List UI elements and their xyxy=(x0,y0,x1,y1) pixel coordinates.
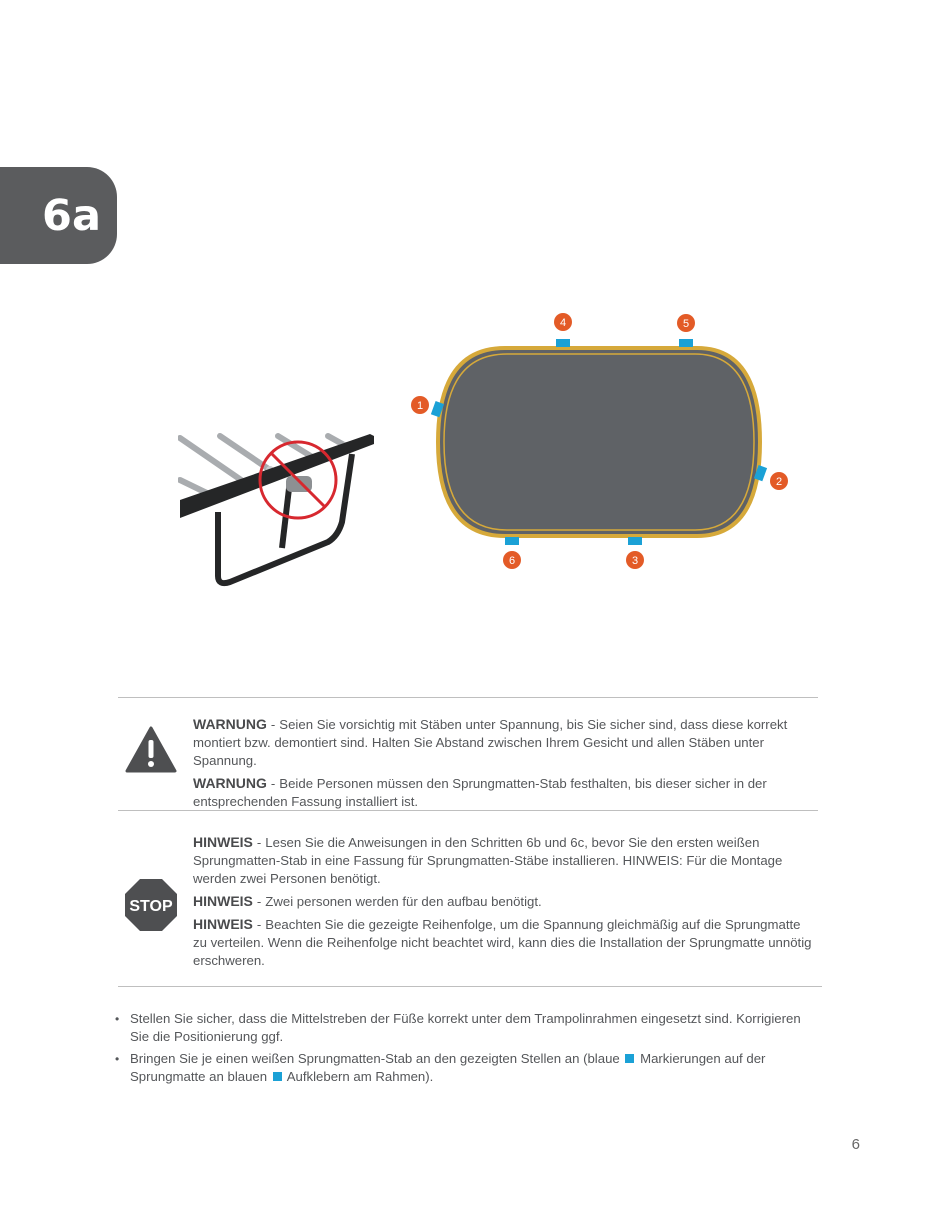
notice-item: HINWEIS - Lesen Sie die Anweisungen in den Schritten 6b und 6c, bevor Sie den ersten weißen Sprungmatten-Stab in eine Fassung für Sprungmatten-Stäbe installieren. HINWEIS: Für die Montage werden zwei Personen benötigt. xyxy=(193,834,783,886)
svg-text:1: 1 xyxy=(416,400,424,412)
list-item: • Stellen Sie sicher, dass die Mittelstreben der Füße korrekt unter dem Trampolinrahmen eingesetzt sind. Korrigieren Sie die Positionierung ggf. xyxy=(115,1010,820,1046)
svg-text:2: 2 xyxy=(775,476,783,488)
badge-4 xyxy=(554,313,572,331)
page-number: 6 xyxy=(851,1136,860,1153)
mat-top-view-diagram xyxy=(405,310,795,575)
svg-text:6: 6 xyxy=(508,555,516,567)
notice-text xyxy=(193,833,818,974)
svg-text:4: 4 xyxy=(559,317,567,329)
instruction-list xyxy=(115,1010,820,1090)
list-item: • Bringen Sie je einen weißen Sprungmatten-Stab an den gezeigten Stellen an (blaue Markierungen auf der Sprungmatte an blauen Aufklebern am Rahmen). xyxy=(115,1050,820,1086)
badge-2 xyxy=(770,472,788,490)
blue-sticker-swatch xyxy=(273,1072,282,1081)
warning-item: WARNUNG - Seien Sie vorsichtig mit Stäben unter Spannung, bis Sie sicher sind, dass diese korrekt montiert bzw. demontiert sind. Halten Sie Abstand zwischen Ihrem Gesicht und allen Stäben unter Spannung. xyxy=(193,716,788,768)
blue-marker-swatch xyxy=(625,1054,634,1063)
frame-detail-illustration xyxy=(178,430,378,592)
badge-6 xyxy=(503,551,521,569)
svg-text:3: 3 xyxy=(631,555,639,567)
notice-block xyxy=(118,833,818,983)
svg-text:5: 5 xyxy=(682,318,690,330)
mat-frame-edge xyxy=(438,348,760,536)
notice-item: HINWEIS - Zwei personen werden für den aufbau benötigt. xyxy=(193,893,542,909)
badge-1 xyxy=(411,396,429,414)
warning-item: WARNUNG - Beide Personen müssen den Sprungmatten-Stab festhalten, bis dieser sicher in der entsprechenden Fassung installiert ist. xyxy=(193,775,767,809)
step-tab xyxy=(0,167,117,264)
svg-text:STOP: STOP xyxy=(129,898,173,915)
warning-triangle-icon xyxy=(124,725,178,775)
divider-top xyxy=(118,697,818,698)
divider-bottom xyxy=(118,986,822,987)
warning-text xyxy=(193,715,818,815)
step-label: 6a xyxy=(42,190,101,241)
stop-sign-icon xyxy=(124,878,178,932)
notice-item: HINWEIS - Beachten Sie die gezeigte Reihenfolge, um die Spannung gleichmäßig auf die Sprungmatte zu verteilen. Wenn die Reihenfolge nicht beachtet wird, kann dies die Installation der Sprungmatte unnötig erschweren. xyxy=(193,916,812,968)
badge-3 xyxy=(626,551,644,569)
badge-5 xyxy=(677,314,695,332)
warning-block xyxy=(118,715,818,809)
